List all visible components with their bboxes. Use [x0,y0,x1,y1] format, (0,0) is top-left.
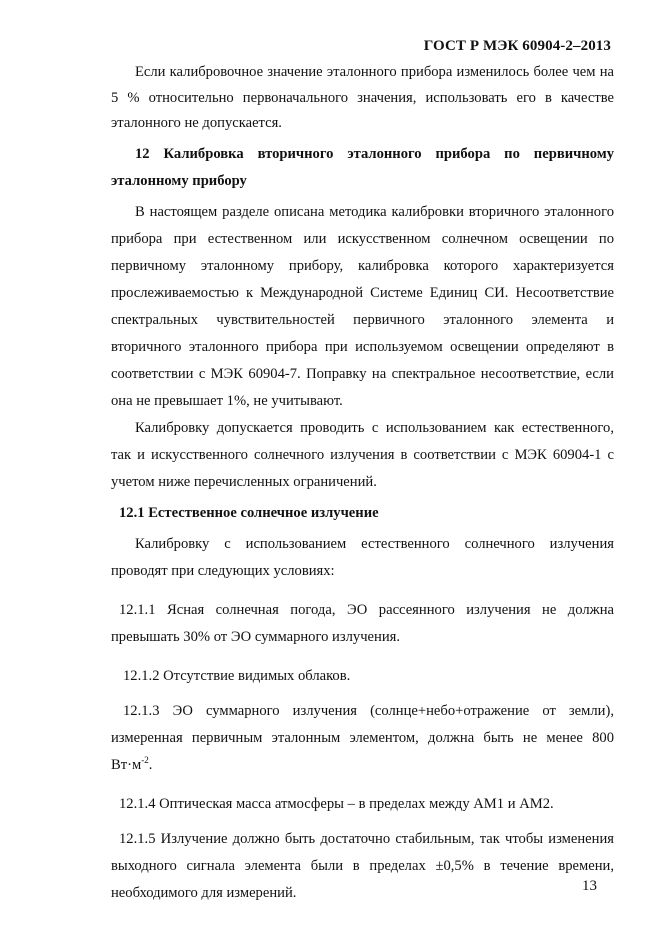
section-heading-12-1: 12.1 Естественное солнечное излучение [119,504,379,521]
section-heading-12: 12 Калибровка вторичного эталонного прибора по первичному эталонному прибору [111,145,614,189]
paragraph-conditions-intro: Калибровку с использованием естественного солнечного излучения проводят при следующих условиях: [111,535,614,579]
unit-exponent: -2 [141,754,149,765]
page-header-standard-id: ГОСТ Р МЭК 60904-2–2013 [423,38,611,54]
list-item-12-1-3 [111,698,614,779]
paragraph-recalibration-limit: Если калибровочное значение эталонного прибора изменилось более чем на 5 % относительно первоначального значения, использовать его в качестве эталонного не допускается. [111,64,614,131]
list-item-12-1-2: 12.1.2 Отсутствие видимых облаков. [123,667,351,684]
paragraph-method-description: В настоящем разделе описана методика калибровки вторичного эталонного прибора при естественном или искусственном солнечном освещении по первичному эталонному прибору, калибровка которого характеризуется прослеживаемостью к Международной Системе Единиц СИ. Несоответствие спектральных чувствительностей первичного эталонного элемента и вторичного эталонного прибора при используемом освещении определяют в соответствии с МЭК 60904-7. Поправку на спектральное несоответствие, если она не превышает 1%, не учитывают. [111,203,614,409]
list-item-12-1-5: 12.1.5 Излучение должно быть достаточно стабильным, так чтобы изменения выходного сигнала элемента были в пределах ±0,5% в течение времени, необходимого для измерений. [111,830,614,901]
paragraph-calibration-sources: Калибровку допускается проводить с использованием как естественного, так и искусственного солнечного излучения в соответствии с МЭК 60904-1 с учетом ниже перечисленных ограничений. [111,419,614,490]
page-number: 13 [582,878,597,894]
list-item-12-1-3-end: . [148,756,153,773]
page-content [111,60,614,907]
list-item-12-1-4: 12.1.4 Оптическая масса атмосферы – в пределах между АМ1 и АМ2. [119,795,554,812]
list-item-12-1-1: 12.1.1 Ясная солнечная погода, ЭО рассеянного излучения не должна превышать 30% от ЭО суммарного излучения. [111,601,614,645]
list-item-12-1-3-text: 12.1.3 ЭО суммарного излучения (солнце+небо+отражение от земли), измеренная первичным эталонным элементом, должна быть не менее 800 Вт·м [111,702,614,773]
